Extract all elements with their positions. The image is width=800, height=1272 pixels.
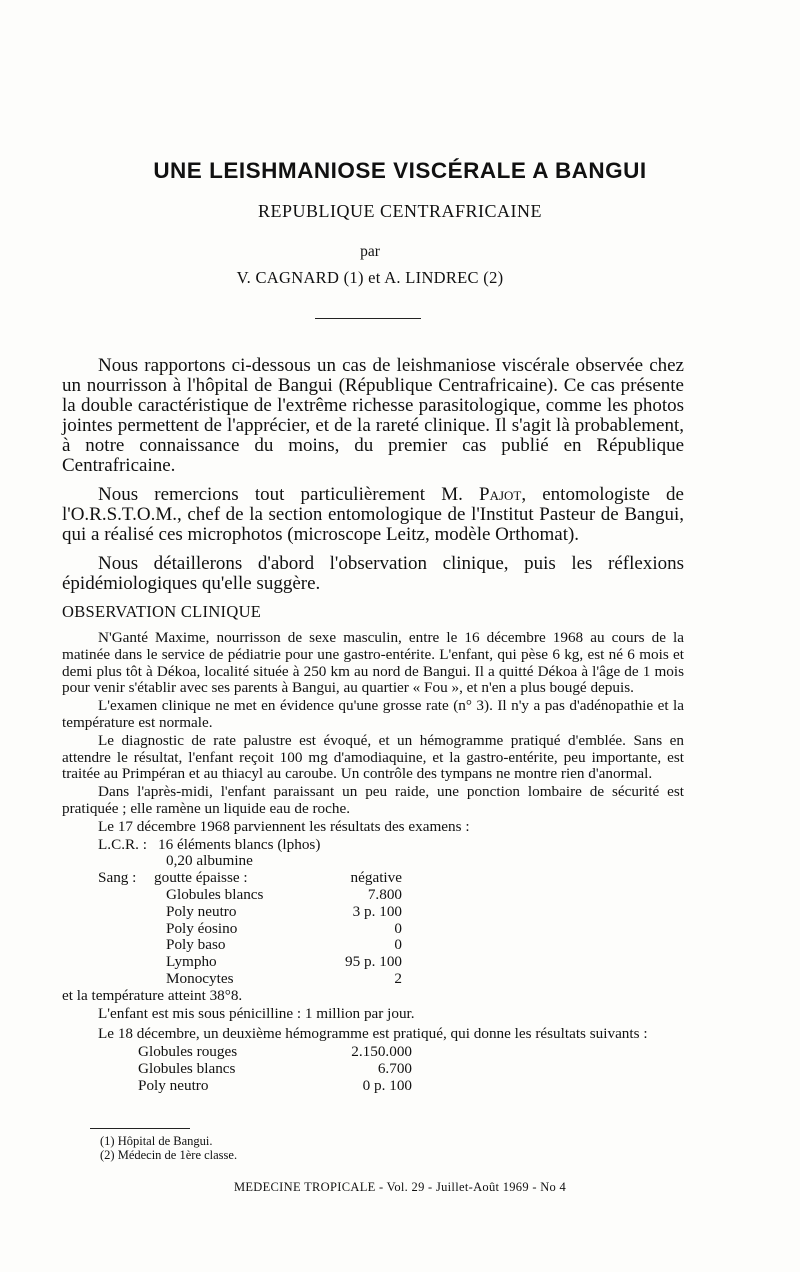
obs-paragraph-4: Dans l'après-midi, l'enfant paraissant un peu raide, une ponction lombaire de sécurité est pratiquée ; elle ramène un liquide eau de roche.	[62, 783, 684, 817]
sang-row-value: 0	[394, 936, 402, 954]
introduction	[62, 356, 684, 603]
hemo-row-value: 6.700	[377, 1059, 412, 1077]
footnotes	[100, 1134, 237, 1162]
table-row	[98, 837, 402, 854]
observation-body	[62, 630, 684, 1095]
table-row	[98, 954, 402, 971]
hemo-row-value: 2.150.000	[351, 1043, 412, 1061]
table-row	[98, 853, 402, 870]
obs-paragraph-3: Le diagnostic de rate palustre est évoqué, et un hémogramme pratiqué d'emblée. Sans en attendre le résultat, l'enfant reçoit 100 mg d'amodiaquine, et la gastro-entérite, peu importante, est traitée au Primpéran et au thiacyl au caroube. Un contrôle des tympans ne montre rien d'anormal.	[62, 731, 684, 783]
section-heading: OBSERVATION CLINIQUE	[62, 602, 262, 621]
obs-paragraph-8: Le 18 décembre, un deuxième hémogramme est pratiqué, qui donne les résultats suivants :	[98, 1025, 648, 1043]
title-divider	[315, 318, 421, 319]
sang-row-value: 3 p. 100	[352, 902, 402, 920]
journal-footer: MEDECINE TROPICALE - Vol. 29 - Juillet-Août 1969 - No 4	[233, 1180, 567, 1194]
footnote-1: (1) Hôpital de Bangui.	[100, 1134, 213, 1148]
lcr-line-2: 0,20 albumine	[166, 852, 253, 870]
sang-row-label: Globules blancs	[166, 885, 264, 903]
table-row	[138, 1061, 412, 1078]
article-title: UNE LEISHMANIOSE VISCÉRALE A BANGUI	[153, 158, 647, 183]
obs-paragraph-2: L'examen clinique ne met en évidence qu'une grosse rate (n° 3). Il n'y a pas d'adénopathie et la température est normale.	[62, 697, 684, 731]
table-row	[98, 904, 402, 921]
intro-p2-before: Nous remercions tout particulièrement M.	[98, 484, 463, 505]
sang-row-value: négative	[350, 869, 402, 887]
table-row	[98, 870, 402, 887]
sang-row-label: Poly baso	[166, 936, 226, 954]
intro-paragraph-2	[62, 485, 684, 545]
obs-paragraph-5: Le 17 décembre 1968 parviennent les résultats des examens :	[98, 817, 470, 835]
table-row	[98, 937, 402, 954]
sang-row-label: goutte épaisse :	[154, 869, 248, 887]
lcr-label: L.C.R. :	[98, 835, 147, 853]
author-name-pajot: Pajot,	[479, 484, 527, 505]
sang-label: Sang :	[98, 869, 137, 887]
sang-row-value: 2	[394, 969, 402, 987]
lcr-line-1: 16 éléments blancs (lphos)	[158, 835, 321, 853]
hemo-row-label: Globules blancs	[138, 1059, 236, 1077]
hemogram-2-table	[138, 1044, 412, 1094]
sang-row-label: Poly neutro	[166, 902, 237, 920]
authors: V. CAGNARD (1) et A. LINDREC (2)	[236, 268, 504, 287]
obs-paragraph-6: et la température atteint 38°8.	[62, 986, 243, 1004]
hemo-row-value: 0 p. 100	[362, 1076, 412, 1094]
table-row	[98, 921, 402, 938]
hemo-row-label: Globules rouges	[138, 1043, 238, 1061]
article-subtitle: REPUBLIQUE CENTRAFRICAINE	[257, 201, 542, 221]
by-line: par	[360, 243, 380, 260]
obs-paragraph-1: N'Ganté Maxime, nourrisson de sexe masculin, entre le 16 décembre 1968 au cours de la matinée dans le service de pédiatrie pour une gastro-entérite. L'enfant, qui pèse 6 kg, est né 6 mois et demi plus tôt à Dékoa, localité située à 250 km au nord de Bangui. Il a quitté Dékoa à l'âge de 1 mois pour venir s'établir avec ses parents à Bangui, au quartier « Fou », et n'en a plus bougé depuis.	[62, 629, 684, 697]
intro-paragraph-1: Nous rapportons ci-dessous un cas de leishmaniose viscérale observée chez un nourrisson à l'hôpital de Bangui (République Centrafricaine). Ce cas présente la double caractéristique de l'extrême richesse parasitologique, comme les photos jointes permettent de l'apprécier, et de la rareté clinique. Il s'agit là probablement, à notre connaissance du moins, du premier cas publié en République Centrafricaine.	[62, 355, 684, 476]
footnote-2: (2) Médecin de 1ère classe.	[100, 1148, 238, 1162]
sang-row-value: 0	[394, 919, 402, 937]
hemo-row-label: Poly neutro	[138, 1076, 209, 1094]
table-row	[138, 1078, 412, 1095]
lab-results-table	[98, 837, 402, 988]
sang-row-label: Monocytes	[166, 969, 234, 987]
table-row	[138, 1044, 412, 1061]
sang-row-label: Lympho	[166, 953, 217, 971]
intro-p2-after: entomologiste de l'O.R.S.T.O.M., chef de la section entomologique de l'Institut Pasteur de Bangui, qui a réalisé ces microphotos (microscope Leitz, modèle Orthomat).	[62, 484, 684, 545]
sang-row-value: 95 p. 100	[345, 953, 402, 971]
table-row	[98, 971, 402, 988]
obs-paragraph-7: L'enfant est mis sous pénicilline : 1 million par jour.	[98, 1004, 415, 1022]
sang-row-label: Poly éosino	[166, 919, 238, 937]
footnote-divider	[90, 1128, 190, 1129]
sang-row-value: 7.800	[367, 885, 402, 903]
intro-paragraph-3: Nous détaillerons d'abord l'observation clinique, puis les réflexions épidémiologiques qu'elle suggère.	[62, 553, 684, 594]
table-row	[98, 887, 402, 904]
